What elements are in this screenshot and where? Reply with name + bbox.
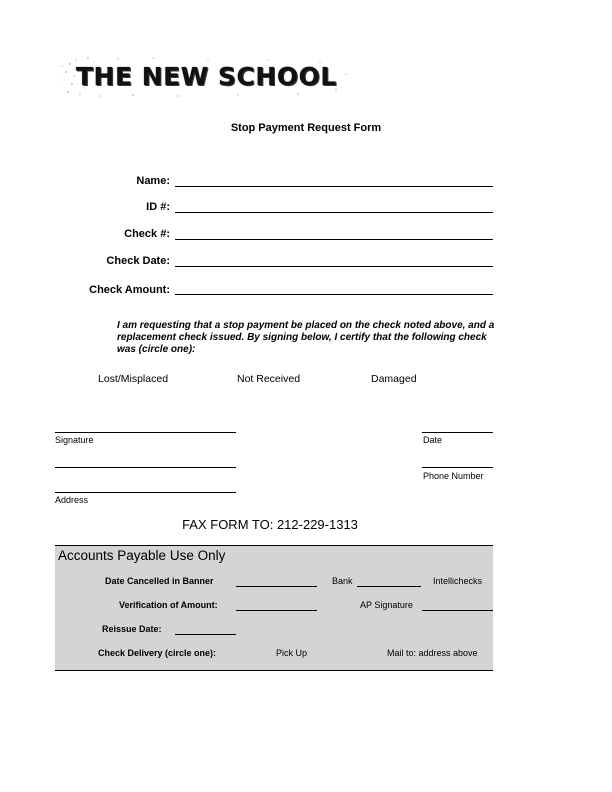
option-not-received[interactable]: Not Received [237,373,301,385]
check-number-field[interactable] [175,239,493,240]
date-field[interactable] [422,432,493,433]
name-field[interactable] [175,186,493,187]
id-field[interactable] [175,212,493,213]
ap-signature-field[interactable] [422,610,493,611]
accounts-payable-section [55,545,493,671]
date-cancelled-label: Date Cancelled in Banner [105,576,214,586]
phone-field[interactable] [422,467,493,468]
address-label: Address [55,495,89,505]
check-amount-field[interactable] [175,294,493,295]
reissue-date-field[interactable] [175,634,236,635]
bank-field[interactable] [357,586,421,587]
reissue-date-label: Reissue Date: [102,624,162,634]
check-number-label: Check #: [124,228,170,240]
fax-instruction: FAX FORM TO: 212-229-1313 [182,517,358,532]
name-label: Name: [136,175,170,187]
accounts-payable-heading: Accounts Payable Use Only [58,548,226,563]
bank-label: Bank [332,576,353,586]
option-mail-to[interactable]: Mail to: address above [387,648,478,658]
check-date-field[interactable] [175,266,493,267]
form-title: Stop Payment Request Form [230,122,382,134]
check-delivery-label: Check Delivery (circle one): [98,648,217,658]
id-label: ID #: [146,201,170,213]
date-label: Date [423,435,443,445]
logo-wordmark: THE NEW SCHOOL [76,62,337,91]
date-cancelled-field[interactable] [236,586,317,587]
ap-signature-label: AP Signature [360,600,413,610]
intellichecks-label: Intellichecks [433,576,483,586]
signature-field[interactable] [55,432,236,433]
signature-extra-line[interactable] [55,467,236,468]
option-lost-misplaced[interactable]: Lost/Misplaced [98,373,169,385]
option-damaged[interactable]: Damaged [371,373,417,385]
certification-statement: I am requesting that a stop payment be placed on the check noted above, and a replacement check issued. By signing below, I certify that the following check was (circle one): [117,320,495,355]
verification-label: Verification of Amount: [119,600,218,610]
check-amount-label: Check Amount: [89,284,170,296]
phone-label: Phone Number [423,471,484,481]
check-date-label: Check Date: [106,255,170,267]
option-pick-up[interactable]: Pick Up [276,648,308,658]
signature-label: Signature [55,435,94,445]
verification-field[interactable] [236,610,317,611]
school-logo [58,54,358,100]
address-field[interactable] [55,492,236,493]
